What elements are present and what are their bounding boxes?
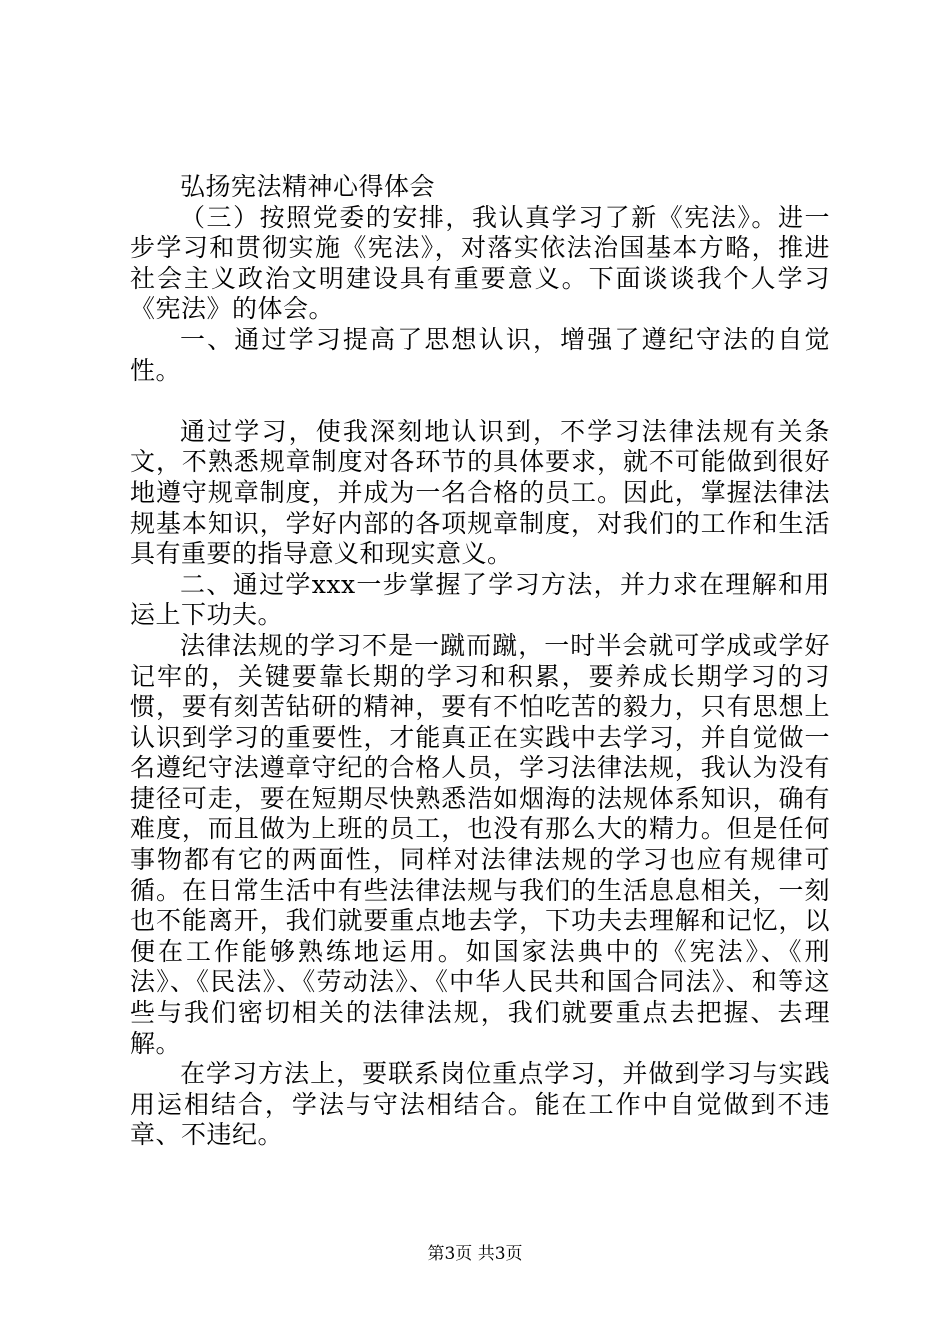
paragraph-learning-method: 在学习方法上，要联系岗位重点学习，并做到学习与实践用运相结合，学法与守法相结合。能在工作中自觉做到不违章、不违纪。 [130, 1059, 830, 1150]
paragraph-heading-one: 一、通过学习提高了思想认识，增强了遵纪守法的自觉性。 [130, 324, 830, 385]
paragraph-learning-laws: 法律法规的学习不是一蹴而蹴，一时半会就可学成或学好记牢的，关键要靠长期的学习和积累，要养成长期学习的习惯，要有刻苦钻研的精神，要有不怕吃苦的毅力，只有思想上认识到学习的重要性，才能真正在实践中去学习，并自觉做一名遵纪守法遵章守纪的合格人员，学习法律法规，我认为没有捷径可走，要在短期尽快熟悉浩如烟海的法规体系知识，确有难度，而且做为上班的员工，也没有那么大的精力。但是任何事物都有它的两面性，同样对法律法规的学习也应有规律可循。在日常生活中有些法律法规与我们的生活息息相关，一刻也不能离开，我们就要重点地去学，下功夫去理解和记忆，以便在工作能够熟练地运用。如国家法典中的《宪法》、《刑法》、《民法》、《劳动法》、《中华人民共和国合同法》、和等这些与我们密切相关的法律法规，我们就要重点去把握、去理解。 [130, 630, 830, 1058]
document-body [130, 172, 830, 1151]
paragraph-intro: （三）按照党委的安排，我认真学习了新《宪法》。进一步学习和贯彻实施《宪法》，对落实依法治国基本方略，推进社会主义政治文明建设具有重要意义。下面谈谈我个人学习《宪法》的体会。 [130, 202, 830, 324]
document-title: 弘扬宪法精神心得体会 [180, 172, 436, 201]
page-footer: 第3页 共3页 [427, 1244, 523, 1264]
paragraph-heading-two: 二、通过学xxx一步掌握了学习方法，并力求在理解和用运上下功夫。 [130, 569, 830, 630]
paragraph-understanding: 通过学习，使我深刻地认识到，不学习法律法规有关条文，不熟悉规章制度对各环节的具体要求，就不可能做到很好地遵守规章制度，并成为一名合格的员工。因此，掌握法律法规基本知识，学好内部的各项规章制度，对我们的工作和生活具有重要的指导意义和现实意义。 [130, 416, 830, 569]
